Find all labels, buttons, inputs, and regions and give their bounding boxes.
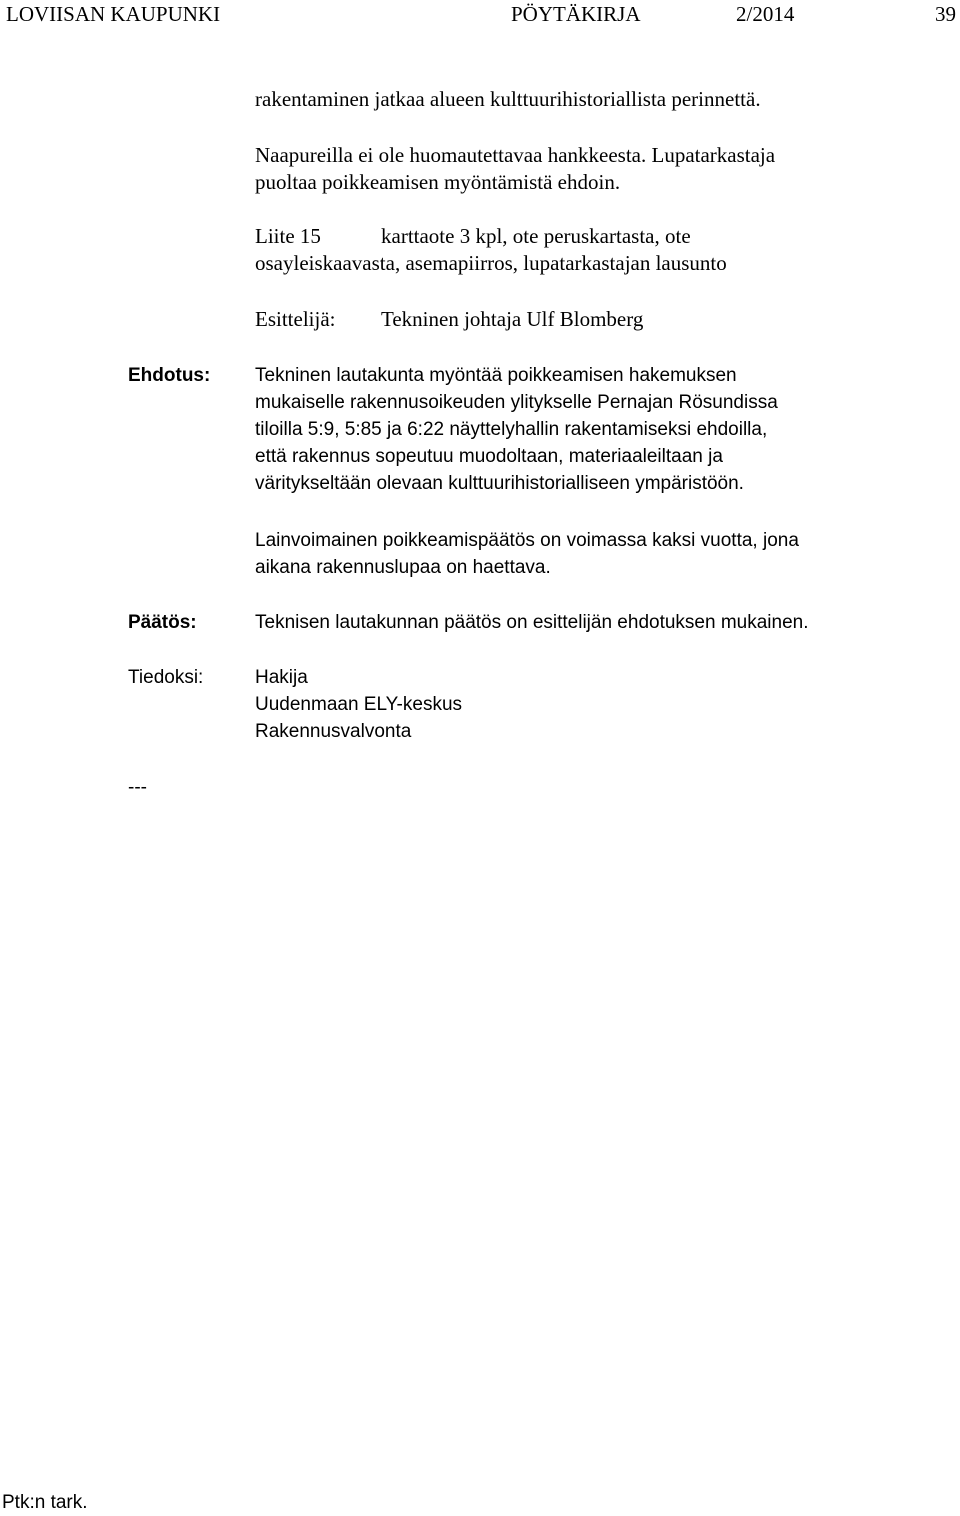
proposal-validity-line: aikana rakennuslupaa on haettava. bbox=[255, 557, 551, 578]
neighbors-line: puoltaa poikkeamisen myöntämistä ehdoin. bbox=[255, 170, 621, 194]
decision-text: Teknisen lautakunnan päätös on esittelijän ehdotuksen mukainen. bbox=[255, 612, 809, 633]
attachment-label: Liite 15 bbox=[255, 224, 321, 248]
header-page-number: 39 bbox=[935, 2, 956, 26]
footer-check-label: Ptk:n tark. bbox=[2, 1492, 88, 1513]
proposal-validity-line: Lainvoimainen poikkeamispäätös on voimassa kaksi vuotta, jona bbox=[255, 530, 799, 551]
attachment-text: karttaote 3 kpl, ote peruskartasta, ote bbox=[381, 224, 691, 248]
recipient-item: Rakennusvalvonta bbox=[255, 721, 412, 742]
neighbors-line: Naapureilla ei ole huomautettavaa hankkeesta. Lupatarkastaja bbox=[255, 143, 776, 167]
presenter-value: Tekninen johtaja Ulf Blomberg bbox=[381, 307, 644, 331]
info-label: Tiedoksi: bbox=[128, 667, 204, 688]
attachment-text-continued: osayleiskaavasta, asemapiirros, lupatarkastajan lausunto bbox=[255, 251, 727, 275]
intro-line: rakentaminen jatkaa alueen kulttuurihistoriallista perinnettä. bbox=[255, 87, 761, 111]
recipient-list bbox=[255, 664, 462, 745]
decision-label: Päätös: bbox=[128, 612, 197, 633]
proposal-validity bbox=[255, 527, 799, 581]
proposal-line: Tekninen lautakunta myöntää poikkeamisen hakemuksen bbox=[255, 365, 737, 386]
header-doc-type: PÖYTÄKIRJA bbox=[511, 2, 641, 26]
proposal-text bbox=[255, 362, 778, 497]
section-separator: --- bbox=[128, 777, 147, 798]
proposal-line: tiloilla 5:9, 5:85 ja 6:22 näyttelyhallin rakentamiseksi ehdoilla, bbox=[255, 419, 768, 440]
recipient-item: Hakija bbox=[255, 667, 308, 688]
presenter-label: Esittelijä: bbox=[255, 307, 336, 331]
intro-paragraph bbox=[255, 86, 761, 113]
proposal-label: Ehdotus: bbox=[128, 365, 211, 386]
header-org: LOVIISAN KAUPUNKI bbox=[6, 2, 221, 26]
recipient-item: Uudenmaan ELY-keskus bbox=[255, 694, 463, 715]
header-doc-number: 2/2014 bbox=[736, 2, 795, 26]
neighbors-paragraph bbox=[255, 142, 775, 196]
proposal-line: mukaiselle rakennusoikeuden ylitykselle Pernajan Rösundissa bbox=[255, 392, 778, 413]
proposal-line: että rakennus sopeutuu muodoltaan, materiaaleiltaan ja bbox=[255, 446, 723, 467]
proposal-line: väritykseltään olevaan kulttuurihistorialliseen ympäristöön. bbox=[255, 473, 744, 494]
